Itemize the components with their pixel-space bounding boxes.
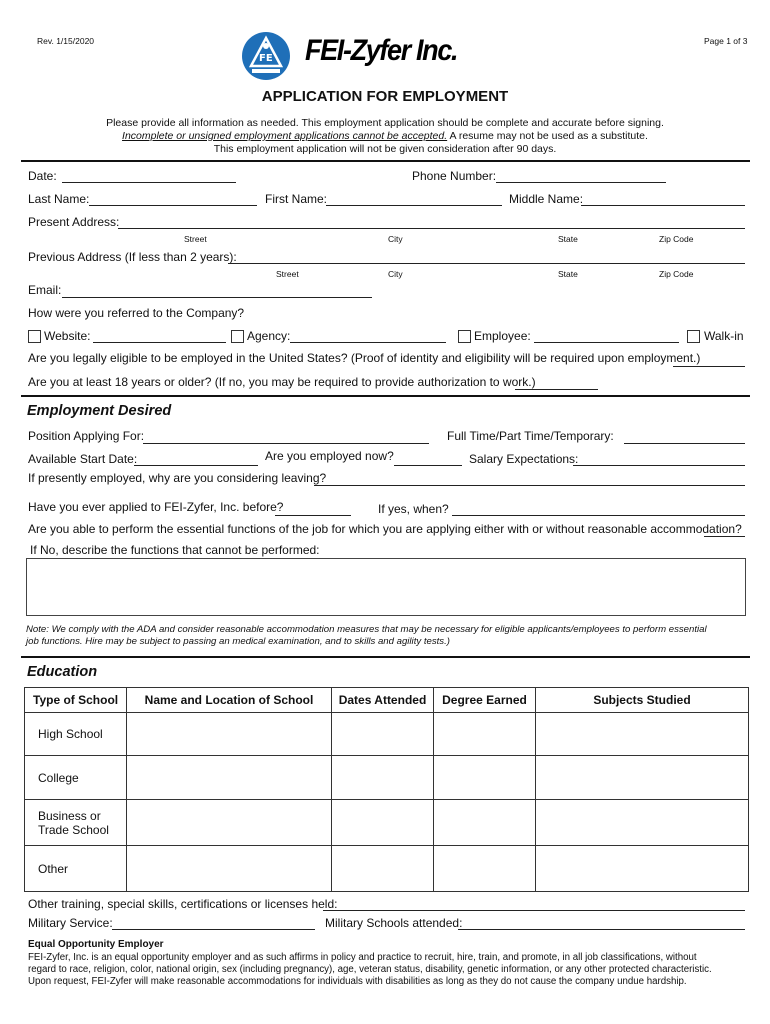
other-training-label: Other training, special skills, certifications or licenses held: (28, 897, 338, 911)
education-heading: Education (27, 664, 98, 680)
phone-field[interactable] (496, 182, 666, 183)
walkin-label: Walk-in (704, 329, 744, 343)
fulltime-field[interactable] (624, 443, 745, 444)
agency-field[interactable] (290, 342, 446, 343)
school-name-cell[interactable] (127, 756, 332, 800)
degree-cell[interactable] (434, 800, 536, 846)
revision-date: Rev. 1/15/2020 (37, 36, 95, 46)
agency-label: Agency: (247, 329, 291, 343)
essential-functions-question: Are you able to perform the essential functions of the job for which you are applying either with or without reasonable accommodation? (28, 522, 742, 536)
dates-cell[interactable] (332, 800, 434, 846)
eligibility-field[interactable] (673, 366, 745, 367)
applied-before-label: Have you ever applied to FEI-Zyfer, Inc. before? (28, 500, 284, 514)
military-service-field[interactable] (112, 929, 315, 930)
middle-name-label: Middle Name: (509, 192, 584, 206)
subjects-cell[interactable] (536, 800, 749, 846)
first-name-label: First Name: (265, 192, 328, 206)
intro-line-3: This employment application will not be given consideration after 90 days. (213, 143, 557, 155)
why-leaving-field[interactable] (314, 485, 745, 486)
education-header-row (25, 688, 749, 713)
degree-cell[interactable] (434, 756, 536, 800)
military-schools-label: Military Schools attended: (325, 916, 463, 930)
subjects-cell[interactable] (536, 713, 749, 756)
website-field[interactable] (93, 342, 226, 343)
website-checkbox[interactable] (28, 330, 41, 343)
degree-cell[interactable] (434, 846, 536, 892)
employed-now-label: Are you employed now? (265, 449, 394, 463)
previous-street-caption: Street (276, 269, 299, 279)
age-question: Are you at least 18 years or older? (If no, you may be required to provide authorization to work.) (28, 375, 536, 389)
company-logo-icon (240, 30, 292, 82)
position-field[interactable] (143, 443, 429, 444)
company-name: FEI-Zyfer Inc. (305, 34, 458, 67)
functions-textarea[interactable] (26, 558, 746, 616)
col-subjects-studied: Subjects Studied (536, 688, 749, 713)
last-name-label: Last Name: (28, 192, 90, 206)
employee-checkbox[interactable] (458, 330, 471, 343)
dates-cell[interactable] (332, 756, 434, 800)
table-row (25, 713, 749, 756)
business-line-1: Business or (38, 808, 101, 823)
functions-describe-label: If No, describe the functions that cannot be performed: (30, 543, 320, 557)
fulltime-label: Full Time/Part Time/Temporary: (447, 429, 614, 443)
page-number: Page 1 of 3 (704, 36, 748, 46)
degree-cell[interactable] (434, 713, 536, 756)
school-type-other: Other (25, 846, 127, 892)
business-line-2: Trade School (38, 822, 109, 837)
previous-city-caption: City (388, 269, 403, 279)
last-name-field[interactable] (89, 205, 257, 206)
walkin-checkbox[interactable] (687, 330, 700, 343)
school-type-high-school: High School (25, 713, 127, 756)
subjects-cell[interactable] (536, 846, 749, 892)
agency-checkbox[interactable] (231, 330, 244, 343)
position-label: Position Applying For: (28, 429, 145, 443)
dates-cell[interactable] (332, 713, 434, 756)
previous-state-caption: State (558, 269, 578, 279)
website-label: Website: (44, 329, 91, 343)
military-schools-field[interactable] (458, 929, 745, 930)
email-field[interactable] (62, 297, 372, 298)
why-leaving-label: If presently employed, why are you considering leaving? (28, 471, 327, 485)
page-title: APPLICATION FOR EMPLOYMENT (261, 88, 509, 105)
school-name-cell[interactable] (127, 800, 332, 846)
table-row (25, 846, 749, 892)
applied-before-field[interactable] (275, 515, 351, 516)
employed-now-field[interactable] (394, 465, 462, 466)
ada-note-line-1: Note: We comply with the ADA and consider reasonable accommodation measures that may be necessary for eligible applicants/employees to perform essential (26, 624, 707, 635)
school-type-business (25, 800, 127, 846)
section-divider (21, 656, 750, 658)
col-dates-attended: Dates Attended (332, 688, 434, 713)
dates-cell[interactable] (332, 846, 434, 892)
eeo-line-3: Upon request, FEI-Zyfer will make reasonable accommodations for individuals with disabilities as long as they do not cause the company undue hardship. (28, 976, 687, 987)
essential-functions-field[interactable] (704, 536, 745, 537)
present-street-caption: Street (184, 234, 207, 244)
salary-label: Salary Expectations: (469, 452, 579, 466)
present-address-label: Present Address: (28, 215, 120, 229)
table-row (25, 800, 749, 846)
employment-heading: Employment Desired (27, 403, 172, 419)
present-state-caption: State (558, 234, 578, 244)
intro-line-1: Please provide all information as needed. This employment application should be complete and accurate before signing. (106, 117, 664, 129)
section-divider (21, 395, 750, 397)
present-city-caption: City (388, 234, 403, 244)
referral-question: How were you referred to the Company? (28, 306, 245, 320)
logo-letters: FE (259, 53, 273, 64)
intro-warning: Incomplete or unsigned employment applications cannot be accepted. (122, 130, 448, 142)
school-name-cell[interactable] (127, 846, 332, 892)
employee-label: Employee: (474, 329, 531, 343)
previous-address-field[interactable] (228, 263, 745, 264)
salary-field[interactable] (573, 465, 745, 466)
present-address-field[interactable] (118, 228, 745, 229)
school-name-cell[interactable] (127, 713, 332, 756)
table-row (25, 756, 749, 800)
other-training-field[interactable] (323, 910, 745, 911)
middle-name-field[interactable] (581, 205, 745, 206)
employee-field[interactable] (534, 342, 679, 343)
education-table (24, 687, 749, 892)
subjects-cell[interactable] (536, 756, 749, 800)
start-date-label: Available Start Date: (28, 452, 138, 466)
eeo-heading: Equal Opportunity Employer (28, 939, 164, 950)
first-name-field[interactable] (326, 205, 502, 206)
previous-zip-caption: Zip Code (659, 269, 694, 279)
start-date-field[interactable] (134, 465, 258, 466)
phone-label: Phone Number: (412, 169, 497, 183)
date-field[interactable] (62, 182, 236, 183)
date-label: Date: (28, 169, 57, 183)
eeo-line-1: FEI-Zyfer, Inc. is an equal opportunity employer and as such affirms in policy and practice to recruit, hire, train, and promote, in all job classifications, without (28, 952, 697, 963)
col-name-location: Name and Location of School (127, 688, 332, 713)
age-field[interactable] (515, 389, 598, 390)
military-service-label: Military Service: (28, 916, 113, 930)
col-type-of-school: Type of School (25, 688, 127, 713)
col-degree-earned: Degree Earned (434, 688, 536, 713)
eeo-line-2: regard to race, religion, color, national origin, sex (including pregnancy), age, veteran status, disability, genetic information, or any other protected characteristic. (28, 964, 712, 975)
previous-address-label: Previous Address (If less than 2 years): (28, 250, 237, 264)
if-yes-label: If yes, when? (378, 502, 449, 516)
email-label: Email: (28, 283, 62, 297)
section-divider (21, 160, 750, 162)
intro-resume-note: A resume may not be used as a substitute. (447, 130, 648, 142)
eligibility-question: Are you legally eligible to be employed in the United States? (Proof of identity and eligibility will be required upon employment.) (28, 351, 701, 365)
if-yes-field[interactable] (452, 515, 745, 516)
present-zip-caption: Zip Code (659, 234, 694, 244)
school-type-college: College (25, 756, 127, 800)
intro-line-2 (0, 130, 770, 142)
ada-note-line-2: job functions. Hire may be subject to passing an medical examination, and to skills and agility tests.) (26, 636, 450, 647)
